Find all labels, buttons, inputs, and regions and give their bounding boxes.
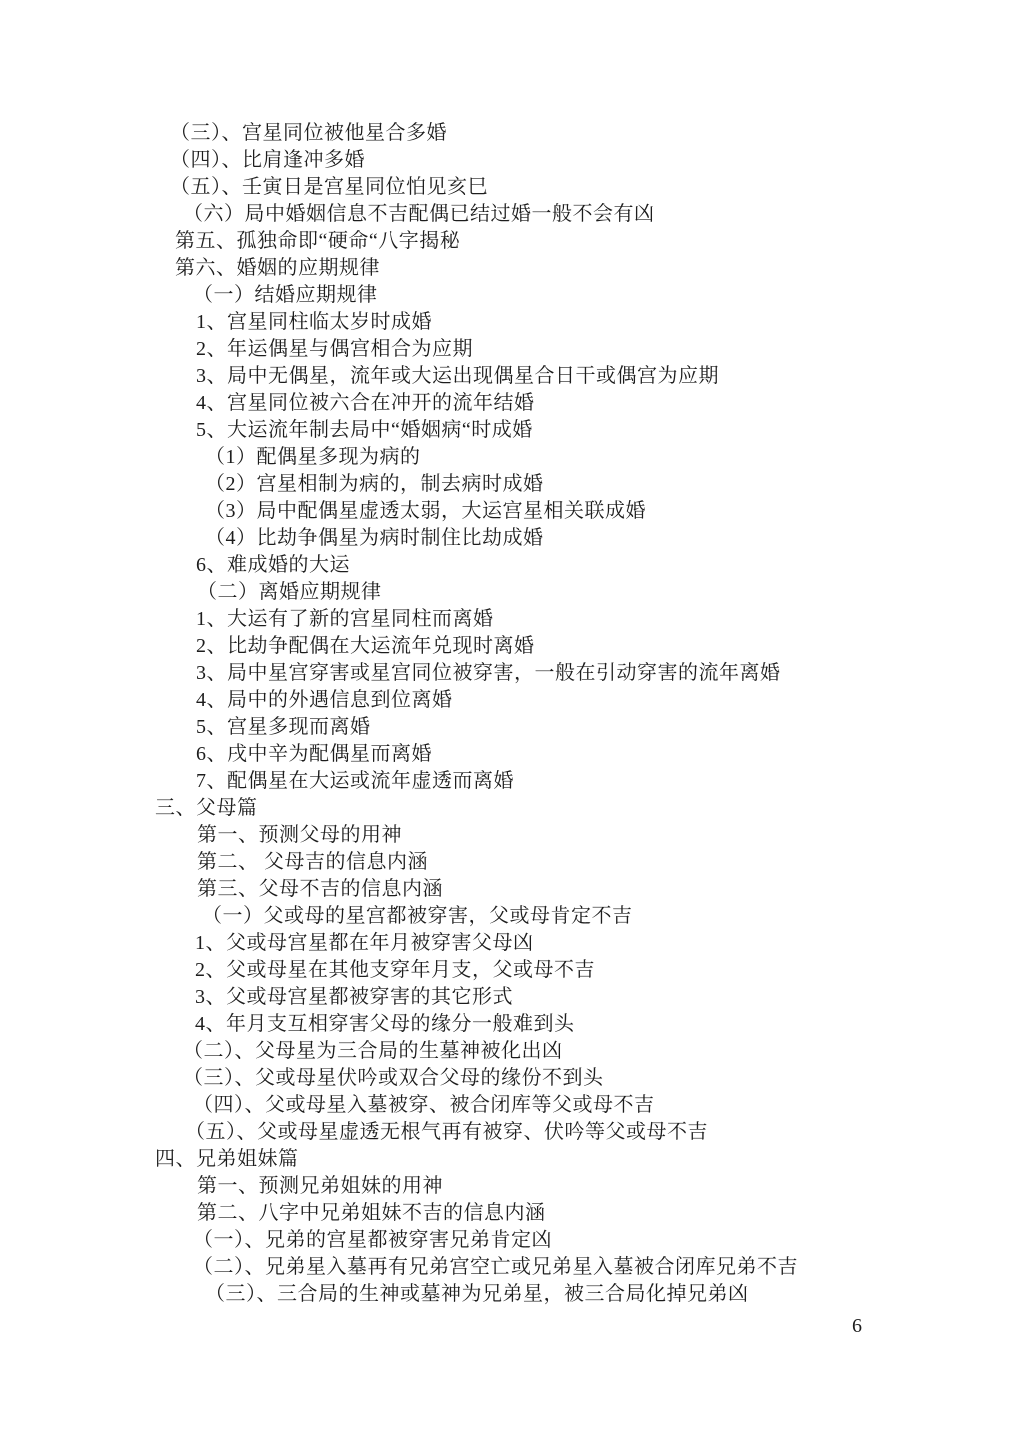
document-line: 三、父母篇 xyxy=(155,797,258,819)
document-line: （五）、壬寅日是宫星同位怕见亥巳 xyxy=(170,176,488,198)
document-line: 第五、孤独命即“硬命“八字揭秘 xyxy=(175,230,461,252)
document-line: 4、年月支互相穿害父母的缘分一般难到头 xyxy=(195,1013,575,1035)
document-line: 第一、预测兄弟姐妹的用神 xyxy=(197,1175,443,1197)
document-line: 1、大运有了新的宫星同柱而离婚 xyxy=(196,608,494,630)
document-line: （4）比劫争偶星为病时制住比劫成婚 xyxy=(205,527,544,549)
document-line: 第二、八字中兄弟姐妹不吉的信息内涵 xyxy=(197,1202,546,1224)
document-line: （一）、兄弟的宫星都被穿害兄弟肯定凶 xyxy=(193,1229,552,1251)
document-line: 2、年运偶星与偶宫相合为应期 xyxy=(196,338,473,360)
document-line: 6、难成婚的大运 xyxy=(196,554,350,576)
document-line: 5、宫星多现而离婚 xyxy=(196,716,371,738)
document-line: （三）、父或母星伏吟或双合父母的缘份不到头 xyxy=(183,1067,604,1089)
document-line: （二）、父母星为三合局的生墓神被化出凶 xyxy=(183,1040,563,1062)
document-line: （1）配偶星多现为病的 xyxy=(205,446,421,468)
document-line: （三）、宫星同位被他星合多婚 xyxy=(170,122,447,144)
document-line: 第一、预测父母的用神 xyxy=(197,824,402,846)
document-line: （一）父或母的星宫都被穿害，父或母肯定不吉 xyxy=(202,905,633,927)
document-line: （2）宫星相制为病的，制去病时成婚 xyxy=(205,473,544,495)
document-line: 2、父或母星在其他支穿年月支，父或母不吉 xyxy=(195,959,595,981)
document-line: （四）、父或母星入墓被穿、被合闭库等父或母不吉 xyxy=(193,1094,655,1116)
page-number: 6 xyxy=(852,1315,862,1337)
document-line: 2、比劫争配偶在大运流年兑现时离婚 xyxy=(196,635,535,657)
document-line: 第六、婚姻的应期规律 xyxy=(175,257,380,279)
document-line: 3、父或母宫星都被穿害的其它形式 xyxy=(195,986,513,1008)
document-line: （3）局中配偶星虚透太弱，大运宫星相关联成婚 xyxy=(205,500,646,522)
document-line: 5、大运流年制去局中“婚姻病“时成婚 xyxy=(196,419,533,441)
document-line: （四）、比肩逢冲多婚 xyxy=(170,149,365,171)
document-line: 第三、父母不吉的信息内涵 xyxy=(197,878,443,900)
document-line: 4、宫星同位被六合在冲开的流年结婚 xyxy=(196,392,535,414)
document-line: （五）、父或母星虚透无根气再有被穿、伏吟等父或母不吉 xyxy=(185,1121,708,1143)
document-line: （二）、兄弟星入墓再有兄弟宫空亡或兄弟星入墓被合闭库兄弟不吉 xyxy=(193,1256,798,1278)
document-line: 1、宫星同柱临太岁时成婚 xyxy=(196,311,432,333)
document-line: （三）、三合局的生神或墓神为兄弟星，被三合局化掉兄弟凶 xyxy=(205,1283,749,1305)
document-line: 1、父或母宫星都在年月被穿害父母凶 xyxy=(195,932,534,954)
document-line: （六）局中婚姻信息不吉配偶已结过婚一般不会有凶 xyxy=(183,203,655,225)
document-line: （二）离婚应期规律 xyxy=(197,581,382,603)
document-line: 第二、 父母吉的信息内涵 xyxy=(197,851,428,873)
document-line: 4、局中的外遇信息到位离婚 xyxy=(196,689,453,711)
document-line: （一）结婚应期规律 xyxy=(193,284,378,306)
document-line: 3、局中星宫穿害或星宫同位被穿害，一般在引动穿害的流年离婚 xyxy=(196,662,781,684)
document-line: 7、配偶星在大运或流年虚透而离婚 xyxy=(196,770,514,792)
document-line: 3、局中无偶星，流年或大运出现偶星合日干或偶宫为应期 xyxy=(196,365,719,387)
document-line: 6、戌中辛为配偶星而离婚 xyxy=(196,743,432,765)
document-line: 四、兄弟姐妹篇 xyxy=(155,1148,299,1170)
